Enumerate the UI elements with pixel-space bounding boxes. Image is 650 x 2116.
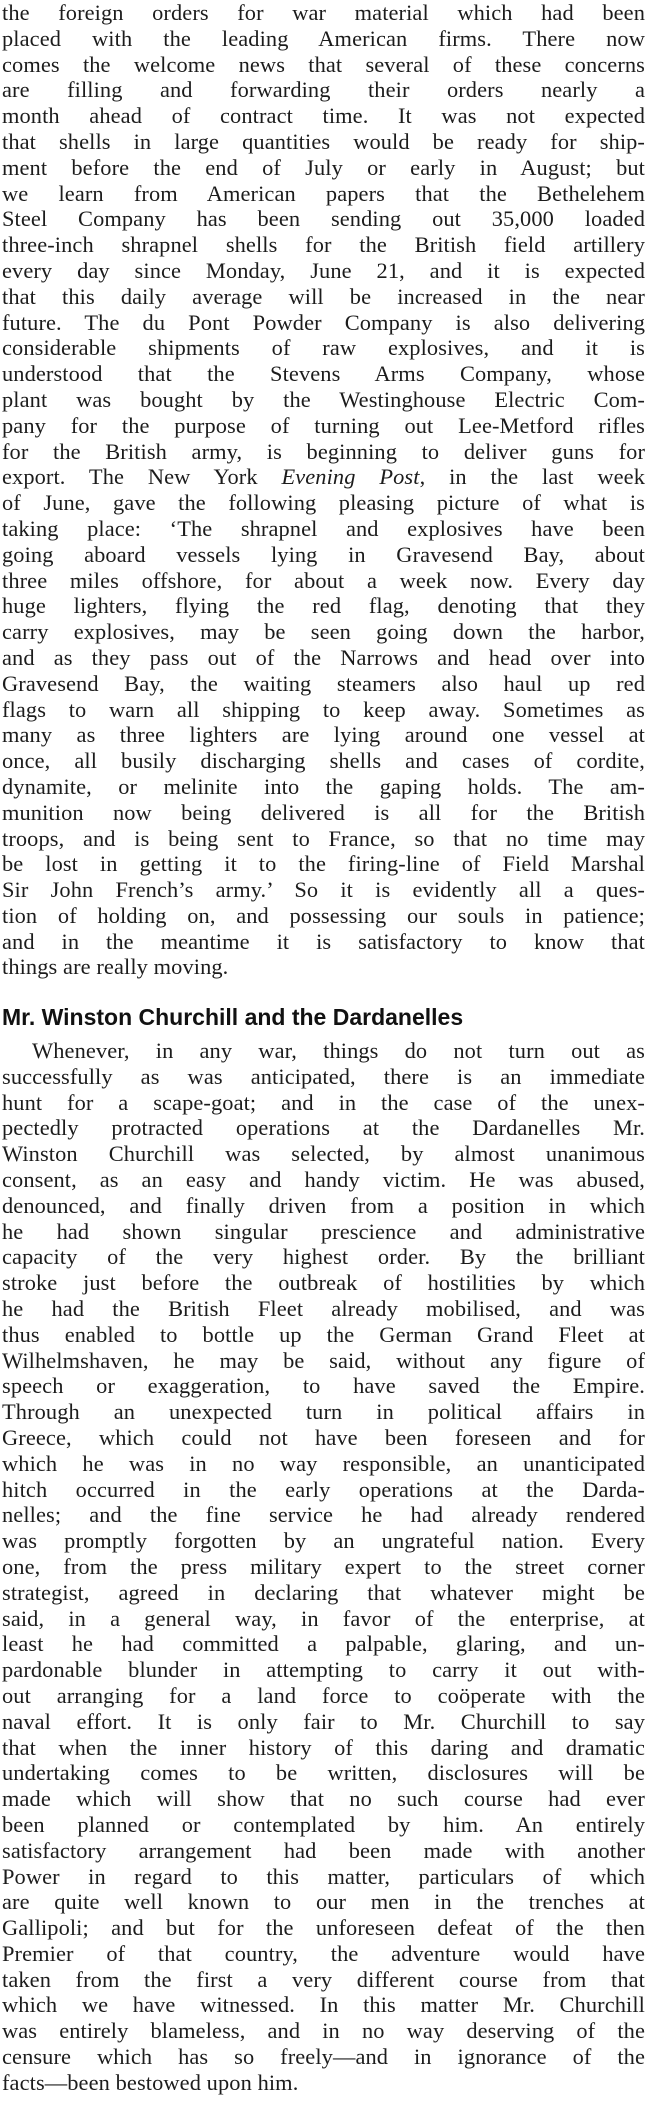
text-line: considerable shipments of raw explosives, and it is <box>2 335 645 361</box>
text-line: three-inch shrapnel shells for the British field artillery <box>2 232 645 258</box>
text-line: Steel Company has been sending out 35,000 loaded <box>2 206 645 232</box>
text-line: least he had committed a palpable, glaring, and un- <box>2 1631 645 1657</box>
text-line: Wilhelmshaven, he may be said, without any figure of <box>2 1347 645 1373</box>
text-line: Winston Churchill was selected, by almost unanimous <box>2 1141 645 1167</box>
text-line: pardonable blunder in attempting to carry it out with- <box>2 1657 645 1683</box>
text-line: Gravesend Bay, the waiting steamers also haul up red <box>2 670 645 696</box>
article-section-churchill-dardanelles <box>2 1038 645 2096</box>
italic-title: Evening Post <box>281 464 420 490</box>
text-line: hitch occurred in the early operations at the Darda- <box>2 1476 645 1502</box>
text-line: future. The du Pont Powder Company is also delivering <box>2 309 645 335</box>
text-line: consent, as an easy and handy victim. He was abused, <box>2 1166 645 1192</box>
body-paragraph <box>2 0 645 980</box>
text-line: was entirely blameless, and in no way deserving of the <box>2 2018 645 2044</box>
text-line: be lost in getting it to the firing-line of Field Marshal <box>2 851 645 877</box>
text-line: carry explosives, may be seen going down the harbor, <box>2 619 645 645</box>
text-line: of June, gave the following pleasing picture of what is <box>2 490 645 516</box>
text-line: nelles; and the fine service he had already rendered <box>2 1502 645 1528</box>
text-line: made which will show that no such course had ever <box>2 1786 645 1812</box>
article-section-foreign-orders <box>2 0 645 980</box>
text-line: plant was bought by the Westinghouse Electric Com- <box>2 386 645 412</box>
text-line: Premier of that country, the adventure would have <box>2 1940 645 1966</box>
text-line: was promptly forgotten by an ungrateful nation. Every <box>2 1528 645 1554</box>
text-line: taking place: ‘The shrapnel and explosives have been <box>2 515 645 541</box>
text-line: going aboard vessels lying in Gravesend Bay, about <box>2 541 645 567</box>
text-line: facts—been bestowed upon him. <box>2 2069 299 2095</box>
text-line: denounced, and finally driven from a position in which <box>2 1192 645 1218</box>
text-line: undertaking comes to be written, disclosures will be <box>2 1760 645 1786</box>
text-line: said, in a general way, in favor of the enterprise, at <box>2 1605 645 1631</box>
body-paragraph <box>2 1038 645 2096</box>
text-line: once, all busily discharging shells and cases of cordite, <box>2 748 645 774</box>
text-line: and as they pass out of the Narrows and head over into <box>2 644 645 670</box>
text-line: strategist, agreed in declaring that whatever might be <box>2 1579 645 1605</box>
text-line: understood that the Stevens Arms Company, whose <box>2 361 645 387</box>
text-line: ment before the end of July or early in August; but <box>2 154 645 180</box>
text-line: and in the meantime it is satisfactory to know that <box>2 928 645 954</box>
text-line: censure which has so freely—and in ignorance of the <box>2 2044 645 2070</box>
text-line: are quite well known to our men in the trenches at <box>2 1889 645 1915</box>
text-line: pectedly protracted operations at the Dardanelles Mr. <box>2 1115 645 1141</box>
text-line: satisfactory arrangement had been made with another <box>2 1837 645 1863</box>
text-line: naval effort. It is only fair to Mr. Churchill to say <box>2 1708 645 1734</box>
text-line: troops, and is being sent to France, so that no time may <box>2 825 645 851</box>
text-line: export. The New York Evening Post, in the last week <box>2 464 645 490</box>
text-line: taken from the first a very different course from that <box>2 1966 645 1992</box>
text-line: he had the British Fleet already mobilised, and was <box>2 1295 645 1321</box>
text-line: that this daily average will be increased in the near <box>2 283 645 309</box>
text-line: tion of holding on, and possessing our souls in patience; <box>2 902 645 928</box>
text-line: we learn from American papers that the Bethelehem <box>2 180 645 206</box>
text-line: which he was in no way responsible, an unanticipated <box>2 1450 645 1476</box>
text-line: Whenever, in any war, things do not turn out as <box>32 1038 645 1063</box>
text-line: been planned or contemplated by him. An entirely <box>2 1811 645 1837</box>
text-line: thus enabled to bottle up the German Grand Fleet at <box>2 1321 645 1347</box>
text-line: are filling and forwarding their orders nearly a <box>2 77 645 103</box>
text-line: Sir John French’s army.’ So it is evidently all a ques- <box>2 877 645 903</box>
text-line: many as three lighters are lying around one vessel at <box>2 722 645 748</box>
text-line: successfully as was anticipated, there is an immediate <box>2 1063 645 1089</box>
text-line: things are really moving. <box>2 954 229 980</box>
text-line: comes the welcome news that several of these concerns <box>2 51 645 77</box>
text-line: hunt for a scape-goat; and in the case of the unex- <box>2 1089 645 1115</box>
text-line: which we have witnessed. In this matter Mr. Churchill <box>2 1992 645 2018</box>
text-line: that shells in large quantities would be ready for ship- <box>2 128 645 154</box>
text-line: Power in regard to this matter, particulars of which <box>2 1863 645 1889</box>
text-line: speech or exaggeration, to have saved the Empire. <box>2 1373 645 1399</box>
text-line: one, from the press military expert to the street corner <box>2 1553 645 1579</box>
text-line: Through an unexpected turn in political affairs in <box>2 1399 645 1425</box>
text-line: dynamite, or melinite into the gaping holds. The am- <box>2 773 645 799</box>
text-line: flags to warn all shipping to keep away. Sometimes as <box>2 696 645 722</box>
text-line: huge lighters, flying the red flag, denoting that they <box>2 593 645 619</box>
text-line: three miles offshore, for about a week now. Every day <box>2 567 645 593</box>
text-line: for the British army, is beginning to deliver guns for <box>2 438 645 464</box>
text-line: Greece, which could not have been foreseen and for <box>2 1424 645 1450</box>
text-line: capacity of the very highest order. By the brilliant <box>2 1244 645 1270</box>
text-line: stroke just before the outbreak of hostilities by which <box>2 1270 645 1296</box>
text-line: that when the inner history of this daring and dramatic <box>2 1734 645 1760</box>
text-line: placed with the leading American firms. There now <box>2 25 645 51</box>
text-line: the foreign orders for war material which had been <box>2 0 645 25</box>
text-line: pany for the purpose of turning out Lee-Metford rifles <box>2 412 645 438</box>
section-heading: Mr. Winston Churchill and the Dardanelles <box>2 1004 464 1030</box>
text-line: every day since Monday, June 21, and it is expected <box>2 257 645 283</box>
text-line: munition now being delivered is all for the British <box>2 799 645 825</box>
text-line: Gallipoli; and but for the unforeseen defeat of the then <box>2 1915 645 1941</box>
text-line: out arranging for a land force to coöperate with the <box>2 1682 645 1708</box>
text-line: month ahead of contract time. It was not expected <box>2 103 645 129</box>
text-line: he had shown singular prescience and administrative <box>2 1218 645 1244</box>
